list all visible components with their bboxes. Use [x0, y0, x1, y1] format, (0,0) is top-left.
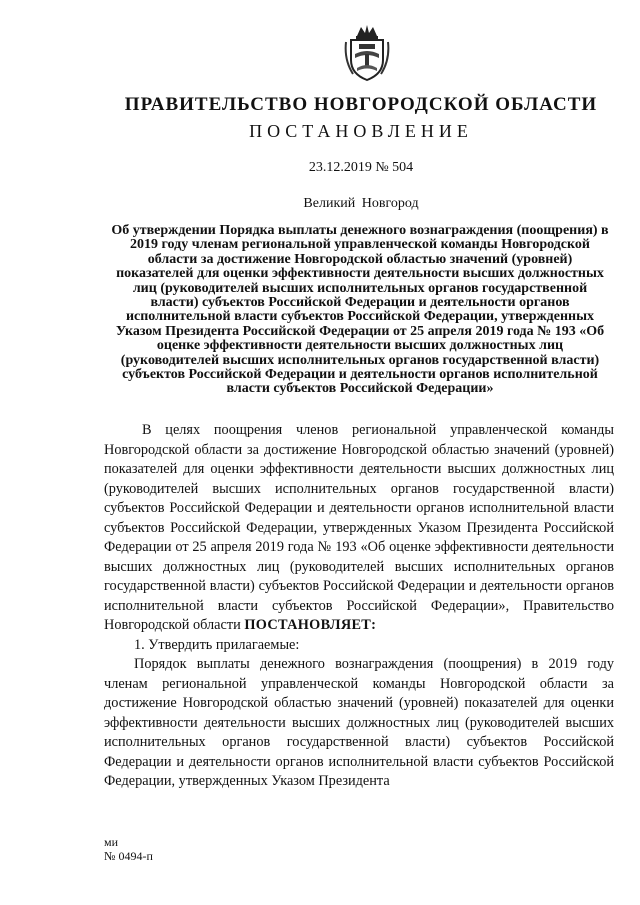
document-body	[104, 421, 614, 792]
footer-initials: ми	[104, 835, 119, 849]
decree-word: ПОСТАНОВЛЯЕТ:	[244, 617, 377, 633]
item-1-heading: 1. Утвердить прилагаемые:	[134, 636, 300, 653]
footer-doc-code: № 0494-п	[104, 849, 153, 863]
document-heading: Об утверждении Порядка выплаты денежного вознаграждения (поощрения) в 2019 году членам региональной управленческой команды Новгородской области за достижение Новгородской областью значений (уровней) показателей для оценки эффективности деятельности высших должностных лиц (руководителей высших исполнительных органов государственной власти) субъектов Российской Федерации и деятельности органов исполнительной власти субъектов Российской Федерации, утвержденных Указом Президента Российской Федерации от 25 апреля 2019 года № 193 «Об оценке эффективности деятельности высших должностных лиц (руководителей высших исполнительных органов государственной власти) субъектов Российской Федерации и деятельности органов исполнительной власти субъектов Российской Федерации»	[111, 223, 609, 397]
preamble-text: В целях поощрения членов региональной управленческой команды Новгородской области за достижение Новгородской областью значений (уровней) показателей для оценки эффективности деятельности высших должностных лиц (руководителей высших исполнительных органов государственной власти) субъектов Российской Федерации и деятельности органов исполнительной власти субъектов Российской Федерации, утвержденных Указом Президента Российской Федерации от 25 апреля 2019 года № 193 «Об оценке эффективности деятельности высших должностных лиц (руководителей высших исполнительных органов государственной власти) субъектов Российской Федерации и деятельности органов исполнительной власти субъектов Российской Федерации», Правительство Новгородской области	[104, 422, 614, 633]
item-1-text: Порядок выплаты денежного вознаграждения (поощрения) в 2019 году членам региональной управленческой команды Новгородской области за достижение Новгородской областью значений (уровней) показателей для оценки эффективности деятельности высших должностных лиц (руководителей высших исполнительных органов государственной власти) субъектов Российской Федерации и деятельности органов исполнительной власти субъектов Российской Федерации, утвержденных Указом Президента	[104, 656, 614, 789]
document-city: Великий Новгород	[303, 196, 419, 211]
document-date-number: 23.12.2019 № 504	[308, 160, 414, 175]
document-type: ПОСТАНОВЛЕНИЕ	[249, 121, 473, 141]
preamble-paragraph	[104, 421, 614, 636]
government-title: ПРАВИТЕЛЬСТВО НОВГОРОДСКОЙ ОБЛАСТИ	[124, 94, 598, 115]
footer	[104, 835, 153, 863]
coat-of-arms-icon	[343, 24, 391, 82]
